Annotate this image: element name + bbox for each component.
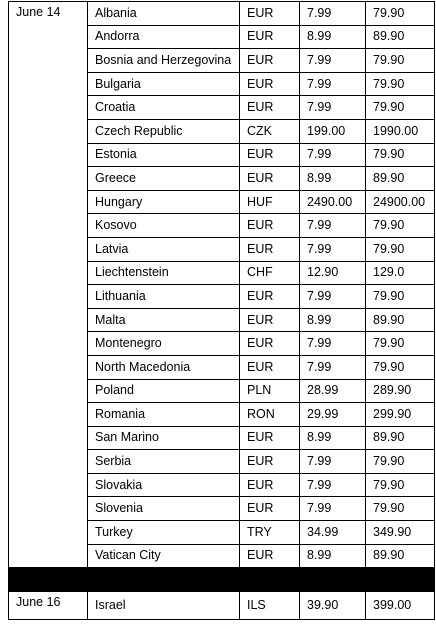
currency-cell: TRY	[240, 521, 300, 545]
country-cell: Croatia	[88, 96, 240, 120]
price-cell: 79.90	[366, 332, 435, 356]
currency-cell: EUR	[240, 355, 300, 379]
price-cell: 7.99	[300, 450, 366, 474]
price-cell: 7.99	[300, 49, 366, 73]
currency-cell: EUR	[240, 426, 300, 450]
currency-cell: EUR	[240, 285, 300, 309]
country-cell: Estonia	[88, 143, 240, 167]
country-cell: North Macedonia	[88, 355, 240, 379]
price-cell: 2490.00	[300, 190, 366, 214]
price-cell: 79.90	[366, 2, 435, 26]
price-cell: 89.90	[366, 308, 435, 332]
price-cell: 8.99	[300, 25, 366, 49]
price-cell: 79.90	[366, 285, 435, 309]
price-cell: 79.90	[366, 237, 435, 261]
currency-cell: CZK	[240, 119, 300, 143]
price-cell: 34.99	[300, 521, 366, 545]
price-cell: 89.90	[366, 25, 435, 49]
currency-cell: EUR	[240, 96, 300, 120]
currency-cell: ILS	[240, 592, 300, 620]
price-cell: 89.90	[366, 544, 435, 568]
currency-cell: EUR	[240, 237, 300, 261]
price-cell: 7.99	[300, 473, 366, 497]
price-cell: 89.90	[366, 167, 435, 191]
table-row	[9, 592, 435, 620]
country-cell: Slovenia	[88, 497, 240, 521]
price-cell: 7.99	[300, 2, 366, 26]
country-cell: Latvia	[88, 237, 240, 261]
section-divider	[9, 568, 435, 592]
price-cell: 8.99	[300, 544, 366, 568]
currency-cell: CHF	[240, 261, 300, 285]
price-cell: 7.99	[300, 355, 366, 379]
currency-cell: PLN	[240, 379, 300, 403]
date-cell: June 16	[9, 592, 88, 620]
section-divider-row	[9, 568, 435, 592]
currency-cell: EUR	[240, 214, 300, 238]
price-cell: 399.00	[366, 592, 435, 620]
currency-cell: RON	[240, 403, 300, 427]
price-cell: 28.99	[300, 379, 366, 403]
country-cell: Montenegro	[88, 332, 240, 356]
price-cell: 7.99	[300, 497, 366, 521]
price-cell: 7.99	[300, 332, 366, 356]
price-cell: 1990.00	[366, 119, 435, 143]
currency-cell: HUF	[240, 190, 300, 214]
price-cell: 8.99	[300, 426, 366, 450]
pricing-table-body	[9, 2, 435, 620]
currency-cell: EUR	[240, 332, 300, 356]
country-cell: Bulgaria	[88, 72, 240, 96]
currency-cell: EUR	[240, 49, 300, 73]
country-cell: Hungary	[88, 190, 240, 214]
price-cell: 8.99	[300, 167, 366, 191]
country-cell: Poland	[88, 379, 240, 403]
price-cell: 79.90	[366, 497, 435, 521]
price-cell: 79.90	[366, 96, 435, 120]
price-cell: 79.90	[366, 473, 435, 497]
country-cell: Albania	[88, 2, 240, 26]
currency-cell: EUR	[240, 544, 300, 568]
price-cell: 8.99	[300, 308, 366, 332]
price-cell: 79.90	[366, 72, 435, 96]
price-cell: 7.99	[300, 72, 366, 96]
country-cell: Liechtenstein	[88, 261, 240, 285]
price-cell: 79.90	[366, 143, 435, 167]
price-cell: 89.90	[366, 426, 435, 450]
price-cell: 199.00	[300, 119, 366, 143]
price-cell: 7.99	[300, 285, 366, 309]
currency-cell: EUR	[240, 143, 300, 167]
country-cell: Andorra	[88, 25, 240, 49]
currency-cell: EUR	[240, 308, 300, 332]
country-cell: Vatican City	[88, 544, 240, 568]
currency-cell: EUR	[240, 497, 300, 521]
currency-cell: EUR	[240, 25, 300, 49]
pricing-table	[8, 1, 435, 620]
price-cell: 79.90	[366, 450, 435, 474]
price-cell: 7.99	[300, 237, 366, 261]
country-cell: Malta	[88, 308, 240, 332]
price-cell: 39.90	[300, 592, 366, 620]
country-cell: Slovakia	[88, 473, 240, 497]
price-cell: 289.90	[366, 379, 435, 403]
country-cell: Greece	[88, 167, 240, 191]
country-cell: San Marino	[88, 426, 240, 450]
country-cell: Romania	[88, 403, 240, 427]
country-cell: Lithuania	[88, 285, 240, 309]
country-cell: Turkey	[88, 521, 240, 545]
price-cell: 79.90	[366, 49, 435, 73]
price-cell: 7.99	[300, 96, 366, 120]
country-cell: Bosnia and Herzegovina	[88, 49, 240, 73]
currency-cell: EUR	[240, 167, 300, 191]
country-cell: Kosovo	[88, 214, 240, 238]
price-cell: 7.99	[300, 143, 366, 167]
date-cell: June 14	[9, 2, 88, 568]
price-cell: 299.90	[366, 403, 435, 427]
price-cell: 24900.00	[366, 190, 435, 214]
price-cell: 29.99	[300, 403, 366, 427]
currency-cell: EUR	[240, 72, 300, 96]
price-cell: 79.90	[366, 214, 435, 238]
currency-cell: EUR	[240, 473, 300, 497]
currency-cell: EUR	[240, 450, 300, 474]
price-cell: 12.90	[300, 261, 366, 285]
country-cell: Serbia	[88, 450, 240, 474]
price-cell: 79.90	[366, 355, 435, 379]
price-cell: 7.99	[300, 214, 366, 238]
table-row	[9, 2, 435, 26]
country-cell: Czech Republic	[88, 119, 240, 143]
country-cell: Israel	[88, 592, 240, 620]
currency-cell: EUR	[240, 2, 300, 26]
price-cell: 349.90	[366, 521, 435, 545]
price-cell: 129.0	[366, 261, 435, 285]
